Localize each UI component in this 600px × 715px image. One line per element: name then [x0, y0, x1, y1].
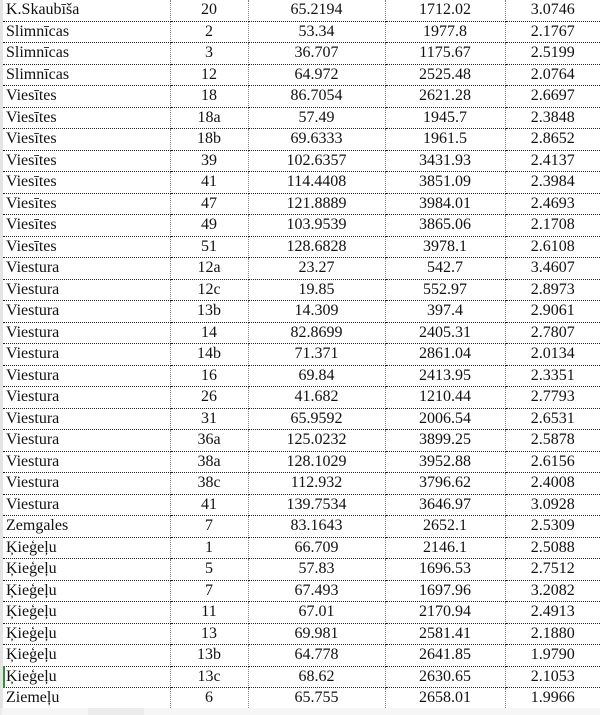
cell-number[interactable]: 7: [170, 580, 248, 602]
cell-number[interactable]: 51: [170, 236, 248, 258]
cell-street[interactable]: Slimnīcas: [3, 21, 170, 43]
cell-number[interactable]: 13c: [170, 666, 248, 688]
cell-ratio[interactable]: 2.8652: [505, 129, 600, 151]
cell-street[interactable]: Viesītes: [3, 150, 170, 172]
cell-number[interactable]: 38a: [170, 451, 248, 473]
cell-energy[interactable]: 2658.01: [385, 688, 505, 710]
cell-area[interactable]: 67.493: [248, 580, 385, 602]
cell-area[interactable]: 83.1643: [248, 516, 385, 538]
cell-street[interactable]: Ķieģeļu: [3, 602, 170, 624]
table-row: [3, 0, 600, 21]
cell-number[interactable]: 38c: [170, 473, 248, 495]
cell-ratio[interactable]: 2.6697: [505, 86, 600, 108]
cell-number[interactable]: 41: [170, 494, 248, 516]
table-row: [3, 430, 600, 452]
table-row: [3, 408, 600, 430]
cell-energy[interactable]: 2405.31: [385, 322, 505, 344]
cell-ratio[interactable]: 1.9966: [505, 688, 600, 710]
cell-number[interactable]: 12: [170, 64, 248, 86]
cell-street[interactable]: Viestura: [3, 279, 170, 301]
cell-street[interactable]: Viestura: [3, 387, 170, 409]
sheet-tab-area[interactable]: [2, 708, 88, 715]
table-row: [3, 387, 600, 409]
cell-energy[interactable]: 2652.1: [385, 516, 505, 538]
cell-area[interactable]: 82.8699: [248, 322, 385, 344]
table-row: [3, 344, 600, 366]
cell-street[interactable]: Viesītes: [3, 129, 170, 151]
cell-area[interactable]: 65.9592: [248, 408, 385, 430]
table-row: [3, 322, 600, 344]
cell-energy[interactable]: 1945.7: [385, 107, 505, 129]
cell-street[interactable]: Slimnīcas: [3, 64, 170, 86]
table-body: [3, 0, 600, 709]
cell-number[interactable]: 1: [170, 537, 248, 559]
cell-area[interactable]: 114.4408: [248, 172, 385, 194]
cell-area[interactable]: 57.49: [248, 107, 385, 129]
cell-ratio[interactable]: 2.6108: [505, 236, 600, 258]
cell-ratio[interactable]: 2.3984: [505, 172, 600, 194]
cell-number[interactable]: 13: [170, 623, 248, 645]
cell-number[interactable]: 14b: [170, 344, 248, 366]
cell-energy[interactable]: 397.4: [385, 301, 505, 323]
cell-number[interactable]: 16: [170, 365, 248, 387]
cell-energy[interactable]: 1977.8: [385, 21, 505, 43]
cell-energy[interactable]: 3851.09: [385, 172, 505, 194]
cell-area[interactable]: 121.8889: [248, 193, 385, 215]
cell-street[interactable]: K.Skaubīša: [3, 0, 170, 21]
cell-number[interactable]: 14: [170, 322, 248, 344]
cell-ratio[interactable]: 2.8973: [505, 279, 600, 301]
cell-ratio[interactable]: 2.0764: [505, 64, 600, 86]
cell-energy[interactable]: 2641.85: [385, 645, 505, 667]
cell-number[interactable]: 6: [170, 688, 248, 710]
cell-street[interactable]: Viesītes: [3, 236, 170, 258]
data-table: [3, 0, 600, 710]
cell-street[interactable]: Ziemeļu: [3, 688, 170, 710]
cell-number[interactable]: 13b: [170, 301, 248, 323]
cell-ratio[interactable]: 2.7793: [505, 387, 600, 409]
cell-area[interactable]: 36.707: [248, 43, 385, 65]
cell-energy[interactable]: 1175.67: [385, 43, 505, 65]
cell-street[interactable]: Viestura: [3, 494, 170, 516]
cell-area[interactable]: 67.01: [248, 602, 385, 624]
table-row: [3, 580, 600, 602]
cell-street[interactable]: Viesītes: [3, 215, 170, 237]
cell-area[interactable]: 112.932: [248, 473, 385, 495]
table-row: [3, 559, 600, 581]
cell-area[interactable]: 71.371: [248, 344, 385, 366]
cell-ratio[interactable]: 2.3848: [505, 107, 600, 129]
cell-energy[interactable]: 3646.97: [385, 494, 505, 516]
cell-ratio[interactable]: 2.5199: [505, 43, 600, 65]
cell-ratio[interactable]: 3.2082: [505, 580, 600, 602]
cell-number[interactable]: 36a: [170, 430, 248, 452]
table-row: [3, 129, 600, 151]
table-row: [3, 150, 600, 172]
table-row: [3, 365, 600, 387]
cell-street[interactable]: Viesītes: [3, 193, 170, 215]
cell-number[interactable]: 20: [170, 0, 248, 21]
cell-street[interactable]: Ķieģeļu: [3, 623, 170, 645]
cell-number[interactable]: 5: [170, 559, 248, 581]
cell-ratio[interactable]: 2.1053: [505, 666, 600, 688]
cell-area[interactable]: 57.83: [248, 559, 385, 581]
cell-ratio[interactable]: 2.1708: [505, 215, 600, 237]
cell-area[interactable]: 64.972: [248, 64, 385, 86]
cell-area[interactable]: 66.709: [248, 537, 385, 559]
cell-area[interactable]: 125.0232: [248, 430, 385, 452]
cell-ratio[interactable]: 2.4137: [505, 150, 600, 172]
cell-energy[interactable]: 2525.48: [385, 64, 505, 86]
cell-energy[interactable]: 1210.44: [385, 387, 505, 409]
cell-street[interactable]: Viesītes: [3, 86, 170, 108]
table-row: [3, 602, 600, 624]
cell-number[interactable]: 3: [170, 43, 248, 65]
cell-street[interactable]: Viesītes: [3, 172, 170, 194]
cell-area[interactable]: 128.6828: [248, 236, 385, 258]
cell-area[interactable]: 69.981: [248, 623, 385, 645]
cell-street[interactable]: Ķieģeļu: [3, 559, 170, 581]
cell-street[interactable]: Ķieģeļu: [3, 666, 170, 688]
cell-ratio[interactable]: 2.4008: [505, 473, 600, 495]
cell-number[interactable]: 31: [170, 408, 248, 430]
cell-area[interactable]: 65.2194: [248, 0, 385, 21]
cell-area[interactable]: 23.27: [248, 258, 385, 280]
cell-area[interactable]: 14.309: [248, 301, 385, 323]
cell-ratio[interactable]: 3.0746: [505, 0, 600, 21]
scrollbar-track[interactable]: [144, 708, 600, 715]
cell-ratio[interactable]: 3.0928: [505, 494, 600, 516]
cell-energy[interactable]: 1696.53: [385, 559, 505, 581]
cell-ratio[interactable]: 2.1880: [505, 623, 600, 645]
cell-ratio[interactable]: 2.4913: [505, 602, 600, 624]
table-row: [3, 666, 600, 688]
cell-area[interactable]: 86.7054: [248, 86, 385, 108]
cell-number[interactable]: 12a: [170, 258, 248, 280]
cell-energy[interactable]: 2146.1: [385, 537, 505, 559]
cell-ratio[interactable]: 2.0134: [505, 344, 600, 366]
cell-street[interactable]: Ķieģeļu: [3, 537, 170, 559]
table-row: [3, 473, 600, 495]
cell-energy[interactable]: 3952.88: [385, 451, 505, 473]
cell-street[interactable]: Viestura: [3, 451, 170, 473]
cell-area[interactable]: 41.682: [248, 387, 385, 409]
cell-energy[interactable]: 1697.96: [385, 580, 505, 602]
cell-ratio[interactable]: 2.3351: [505, 365, 600, 387]
cell-number[interactable]: 41: [170, 172, 248, 194]
cell-energy[interactable]: 1712.02: [385, 0, 505, 21]
cell-number[interactable]: 13b: [170, 645, 248, 667]
cell-ratio[interactable]: 2.5309: [505, 516, 600, 538]
table-row: [3, 688, 600, 710]
cell-ratio[interactable]: 2.5088: [505, 537, 600, 559]
cell-area[interactable]: 102.6357: [248, 150, 385, 172]
cell-area[interactable]: 69.84: [248, 365, 385, 387]
table-row: [3, 623, 600, 645]
cell-energy[interactable]: 1961.5: [385, 129, 505, 151]
cell-number[interactable]: 2: [170, 21, 248, 43]
cell-ratio[interactable]: 2.9061: [505, 301, 600, 323]
cell-ratio[interactable]: 3.4607: [505, 258, 600, 280]
cell-number[interactable]: 39: [170, 150, 248, 172]
selected-row-marker: [3, 666, 5, 688]
cell-number[interactable]: 47: [170, 193, 248, 215]
cell-street[interactable]: Viestura: [3, 301, 170, 323]
cell-street[interactable]: Viestura: [3, 258, 170, 280]
cell-area[interactable]: 19.85: [248, 279, 385, 301]
cell-number[interactable]: 18b: [170, 129, 248, 151]
table-row: [3, 279, 600, 301]
cell-street[interactable]: Ķieģeļu: [3, 645, 170, 667]
cell-ratio[interactable]: 2.7807: [505, 322, 600, 344]
horizontal-scrollbar[interactable]: [0, 708, 600, 715]
table-row: [3, 172, 600, 194]
cell-number[interactable]: 7: [170, 516, 248, 538]
table-row: [3, 64, 600, 86]
cell-number[interactable]: 26: [170, 387, 248, 409]
table-row: [3, 21, 600, 43]
cell-ratio[interactable]: 2.6531: [505, 408, 600, 430]
cell-street[interactable]: Viestura: [3, 365, 170, 387]
table-row: [3, 645, 600, 667]
cell-energy[interactable]: 552.97: [385, 279, 505, 301]
table-row: [3, 301, 600, 323]
table-row: [3, 107, 600, 129]
table-row: [3, 193, 600, 215]
cell-energy[interactable]: 3899.25: [385, 430, 505, 452]
cell-ratio[interactable]: 2.4693: [505, 193, 600, 215]
cell-number[interactable]: 12c: [170, 279, 248, 301]
table-row: [3, 43, 600, 65]
cell-ratio[interactable]: 2.6156: [505, 451, 600, 473]
cell-area[interactable]: 69.6333: [248, 129, 385, 151]
cell-street[interactable]: Slimnīcas: [3, 43, 170, 65]
cell-energy[interactable]: 3796.62: [385, 473, 505, 495]
cell-ratio[interactable]: 2.1767: [505, 21, 600, 43]
cell-street[interactable]: Viestura: [3, 322, 170, 344]
cell-area[interactable]: 65.755: [248, 688, 385, 710]
cell-energy[interactable]: 2006.54: [385, 408, 505, 430]
cell-number[interactable]: 11: [170, 602, 248, 624]
cell-energy[interactable]: 3865.06: [385, 215, 505, 237]
cell-energy[interactable]: 2170.94: [385, 602, 505, 624]
cell-energy[interactable]: 3431.93: [385, 150, 505, 172]
cell-street[interactable]: Viestura: [3, 408, 170, 430]
cell-energy[interactable]: 2621.28: [385, 86, 505, 108]
cell-area[interactable]: 128.1029: [248, 451, 385, 473]
cell-energy[interactable]: 3984.01: [385, 193, 505, 215]
cell-ratio[interactable]: 2.5878: [505, 430, 600, 452]
table-row: [3, 451, 600, 473]
table-row: [3, 537, 600, 559]
cell-street[interactable]: Zemgales: [3, 516, 170, 538]
cell-street[interactable]: Viesītes: [3, 107, 170, 129]
cell-energy[interactable]: 2630.65: [385, 666, 505, 688]
table-row: [3, 236, 600, 258]
cell-energy[interactable]: 3978.1: [385, 236, 505, 258]
cell-area[interactable]: 68.62: [248, 666, 385, 688]
cell-street[interactable]: Viestura: [3, 473, 170, 495]
table-row: [3, 86, 600, 108]
cell-area[interactable]: 53.34: [248, 21, 385, 43]
cell-area[interactable]: 139.7534: [248, 494, 385, 516]
table-row: [3, 215, 600, 237]
cell-street[interactable]: Viestura: [3, 344, 170, 366]
cell-energy[interactable]: 542.7: [385, 258, 505, 280]
cell-energy[interactable]: 2413.95: [385, 365, 505, 387]
cell-area[interactable]: 103.9539: [248, 215, 385, 237]
cell-area[interactable]: 64.778: [248, 645, 385, 667]
cell-energy[interactable]: 2581.41: [385, 623, 505, 645]
table-row: [3, 494, 600, 516]
cell-street[interactable]: Ķieģeļu: [3, 580, 170, 602]
cell-street[interactable]: Viestura: [3, 430, 170, 452]
table-row: [3, 516, 600, 538]
cell-number[interactable]: 49: [170, 215, 248, 237]
table-row: [3, 258, 600, 280]
cell-ratio[interactable]: 2.7512: [505, 559, 600, 581]
cell-number[interactable]: 18a: [170, 107, 248, 129]
cell-energy[interactable]: 2861.04: [385, 344, 505, 366]
cell-ratio[interactable]: 1.9790: [505, 645, 600, 667]
cell-number[interactable]: 18: [170, 86, 248, 108]
